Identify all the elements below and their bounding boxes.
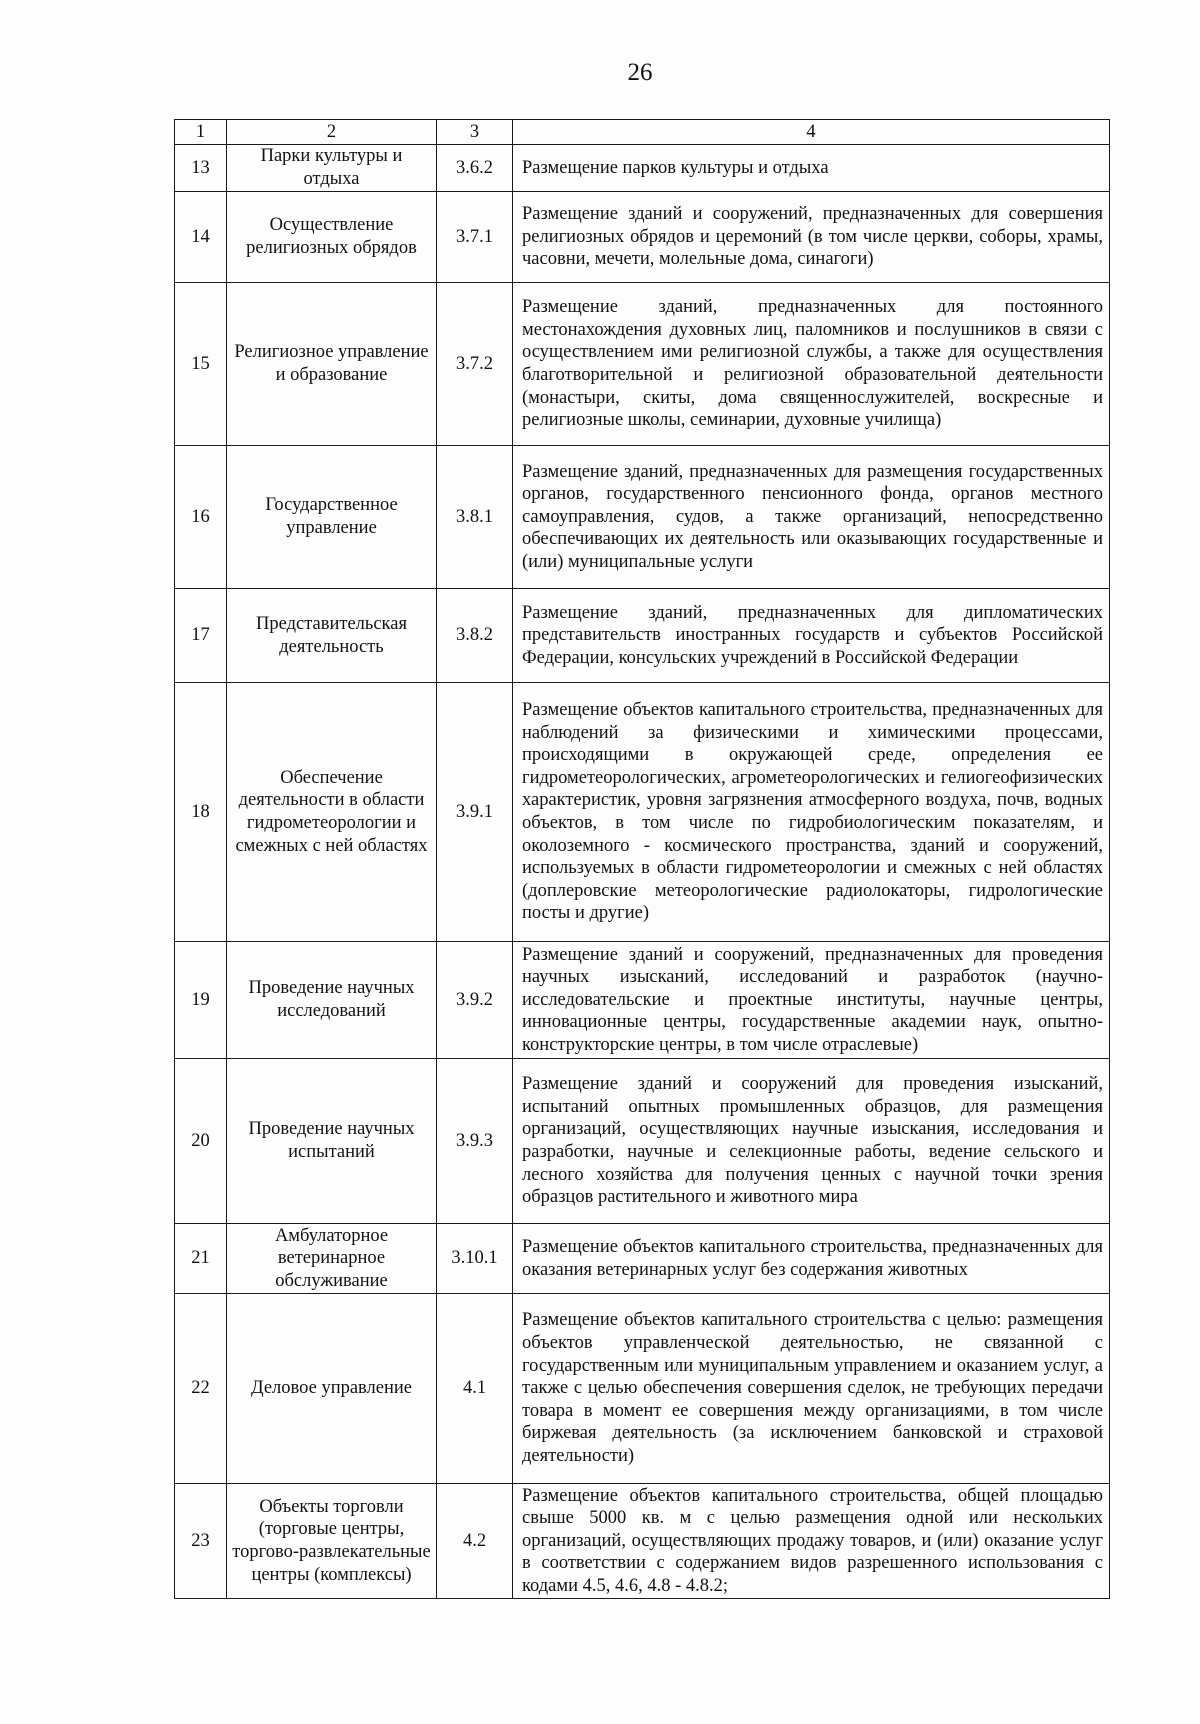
use-type-code: 4.1: [437, 1294, 513, 1484]
table-row: [175, 1484, 1110, 1599]
use-type-code: 3.8.2: [437, 589, 513, 683]
use-type-name: Религиозное управление и образование: [227, 283, 437, 446]
use-type-code: 3.6.2: [437, 145, 513, 192]
table-body: [175, 145, 1110, 1599]
header-col-2: 2: [227, 120, 437, 145]
table-row: [175, 1224, 1110, 1294]
header-col-4: 4: [513, 120, 1110, 145]
use-type-name: Деловое управление: [227, 1294, 437, 1484]
use-type-description: Размещение объектов капитального строительства с целью: размещения объектов управленческой деятельностью, не связанной с государственным или муниципальным управлением и оказанием услуг, а также с целью обеспечения совершения сделок, не требующих передачи товара в момент ее совершения между организациями, в том числе биржевая деятельность (за исключением банковской и страховой деятельности): [513, 1294, 1110, 1484]
use-type-code: 3.7.1: [437, 192, 513, 283]
use-type-description: Размещение объектов капитального строительства, общей площадью свыше 5000 кв. м с целью размещения одной или нескольких организаций, осуществляющих продажу товаров, и (или) оказание услуг в соответствии с содержанием видов разрешенного использования с кодами 4.5, 4.6, 4.8 - 4.8.2;: [513, 1484, 1110, 1599]
row-number: 17: [175, 589, 227, 683]
use-type-name: Осуществление религиозных обрядов: [227, 192, 437, 283]
row-number: 13: [175, 145, 227, 192]
table-row: [175, 1059, 1110, 1224]
row-number: 20: [175, 1059, 227, 1224]
use-type-name: Проведение научных исследований: [227, 942, 437, 1059]
use-type-name: Обеспечение деятельности в области гидрометеорологии и смежных с ней областях: [227, 683, 437, 942]
use-type-name: Амбулаторное ветеринарное обслуживание: [227, 1224, 437, 1294]
row-number: 21: [175, 1224, 227, 1294]
table-header: [175, 120, 1110, 145]
use-type-description: Размещение зданий, предназначенных для размещения государственных органов, государственного пенсионного фонда, органов местного самоуправления, судов, а также организаций, непосредственно обеспечивающих их деятельность или оказывающих государственные и (или) муниципальные услуги: [513, 446, 1110, 589]
use-type-description: Размещение объектов капитального строительства, предназначенных для оказания ветеринарных услуг без содержания животных: [513, 1224, 1110, 1294]
use-type-description: Размещение зданий, предназначенных для постоянного местонахождения духовных лиц, паломников и послушников в связи с осуществлением ими религиозной службы, а также для осуществления благотворительной и религиозной образовательной деятельности (монастыри, скиты, дома священнослужителей, воскресные и религиозные школы, семинарии, духовные училища): [513, 283, 1110, 446]
use-type-name: Представительская деятельность: [227, 589, 437, 683]
row-number: 23: [175, 1484, 227, 1599]
use-type-description: Размещение зданий, предназначенных для дипломатических представительств иностранных государств и субъектов Российской Федерации, консульских учреждений в Российской Федерации: [513, 589, 1110, 683]
table-row: [175, 446, 1110, 589]
use-type-description: Размещение зданий и сооружений, предназначенных для проведения научных изысканий, исследований и разработок (научно-исследовательские и проектные институты, научные центры, инновационные центры, государственные академии наук, опытно-конструкторские центры, в том числе отраслевые): [513, 942, 1110, 1059]
header-col-3: 3: [437, 120, 513, 145]
use-type-code: 4.2: [437, 1484, 513, 1599]
use-type-description: Размещение зданий и сооружений, предназначенных для совершения религиозных обрядов и церемоний (в том числе церкви, соборы, храмы, часовни, мечети, молельные дома, синагоги): [513, 192, 1110, 283]
table-row: [175, 192, 1110, 283]
table-row: [175, 942, 1110, 1059]
use-type-description: Размещение объектов капитального строительства, предназначенных для наблюдений за физическими и химическими процессами, происходящими в окружающей среде, определения ее гидрометеорологических, агрометеорологических и гелиогеофизических характеристик, уровня загрязнения атмосферного воздуха, почв, водных объектов, в том числе по гидробиологическим показателям, и околоземного - космического пространства, зданий и сооружений, используемых в области гидрометеорологии и смежных с ней областях (доплеровские метеорологические радиолокаторы, гидрологические посты и другие): [513, 683, 1110, 942]
row-number: 16: [175, 446, 227, 589]
row-number: 22: [175, 1294, 227, 1484]
table-row: [175, 589, 1110, 683]
table-row: [175, 283, 1110, 446]
page-number: 26: [627, 59, 653, 86]
row-number: 19: [175, 942, 227, 1059]
use-type-description: Размещение парков культуры и отдыха: [513, 145, 1110, 192]
row-number: 15: [175, 283, 227, 446]
use-type-code: 3.9.3: [437, 1059, 513, 1224]
use-type-code: 3.9.1: [437, 683, 513, 942]
use-type-description: Размещение зданий и сооружений для проведения изысканий, испытаний опытных промышленных образцов, для размещения организаций, осуществляющих научные изыскания, исследования и разработки, научные и селекционные работы, ведение сельского и лесного хозяйства для получения ценных с научной точки зрения образцов растительного и животного мира: [513, 1059, 1110, 1224]
use-type-name: Объекты торговли (торговые центры, торгово-развлекательные центры (комплексы): [227, 1484, 437, 1599]
header-col-1: 1: [175, 120, 227, 145]
row-number: 14: [175, 192, 227, 283]
use-type-name: Проведение научных испытаний: [227, 1059, 437, 1224]
use-type-code: 3.7.2: [437, 283, 513, 446]
use-type-code: 3.10.1: [437, 1224, 513, 1294]
table-row: [175, 683, 1110, 942]
use-type-name: Государственное управление: [227, 446, 437, 589]
land-use-table: [174, 119, 1110, 1599]
table-row: [175, 1294, 1110, 1484]
table-row: [175, 145, 1110, 192]
row-number: 18: [175, 683, 227, 942]
use-type-name: Парки культуры и отдыха: [227, 145, 437, 192]
use-type-code: 3.8.1: [437, 446, 513, 589]
use-type-code: 3.9.2: [437, 942, 513, 1059]
